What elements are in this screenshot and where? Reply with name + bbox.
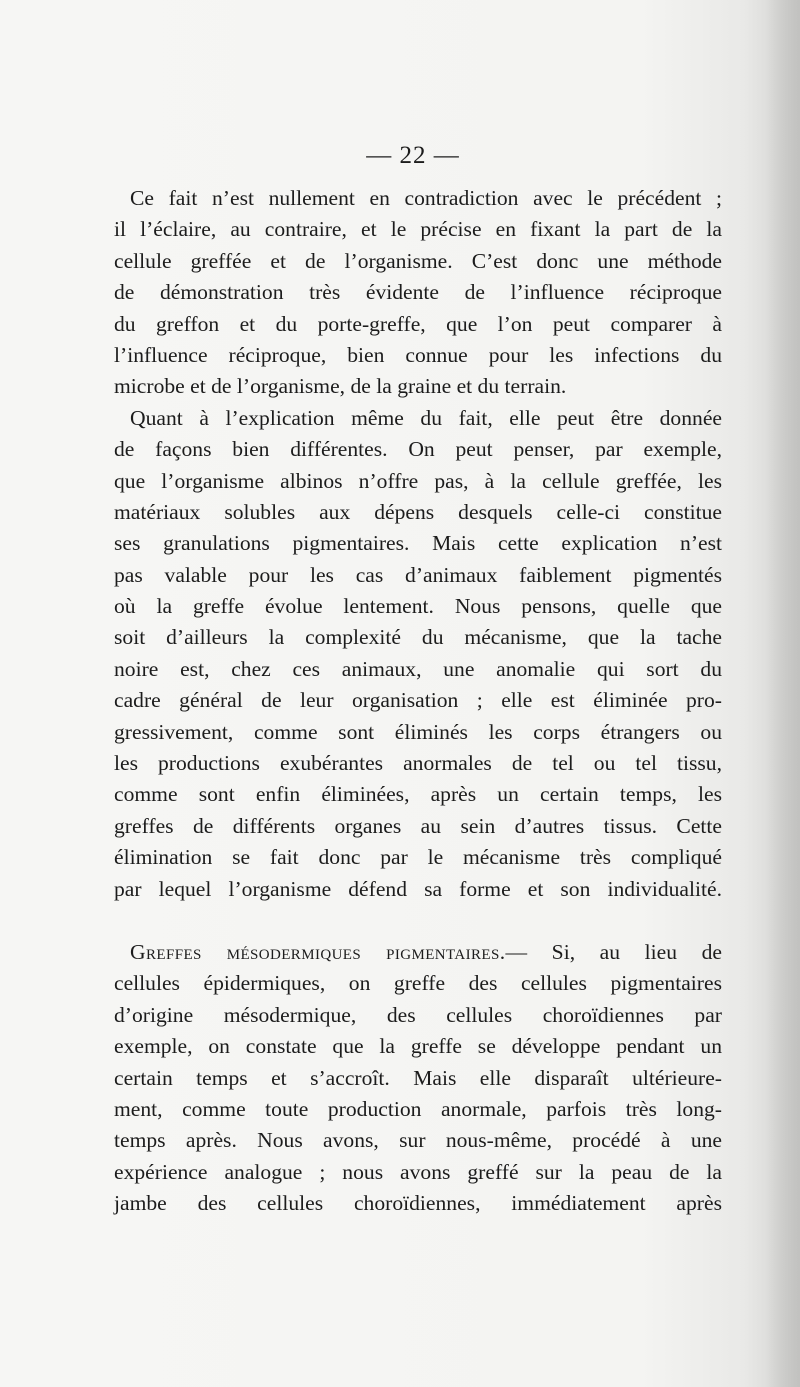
text-line: cellule greffée et de l’organisme. C’est donc une méthode (114, 248, 722, 273)
section-heading-line (114, 937, 722, 968)
text-line: cellules épidermiques, on greffe des cellules pigmentaires (114, 971, 722, 996)
text-line: greffes de différents organes au sein d’autres tissus. Cette (114, 813, 722, 838)
body-text-upper (114, 183, 722, 905)
text-line: où la greffe évolue lentement. Nous pensons, quelle que (114, 594, 722, 619)
text-line: il l’éclaire, au contraire, et le précise en fixant la part de la (114, 217, 722, 242)
text-line: cadre général de leur organisation ; elle est éliminée pro- (114, 688, 722, 713)
paragraph-1 (114, 183, 722, 403)
text-line: Quant à l’explication même du fait, elle peut être donnée (130, 405, 722, 430)
paragraph-2 (114, 403, 722, 905)
text-line: matériaux solubles aux dépens desquels celle-ci constitue (114, 499, 722, 524)
text-line: d’origine mésodermique, des cellules choroïdiennes par (114, 1002, 722, 1027)
text-line: ses granulations pigmentaires. Mais cette explication n’est (114, 531, 722, 556)
text-line: jambe des cellules choroïdiennes, immédiatement après (114, 1191, 722, 1216)
text-line: gressivement, comme sont éliminés les corps étrangers ou (114, 719, 722, 744)
text-line: les productions exubérantes anormales de tel ou tel tissu, (114, 751, 722, 776)
text-line: l’influence réciproque, bien connue pour les infections du (114, 342, 722, 367)
section-heading: Greffes mésodermiques pigmentaires. (130, 940, 506, 964)
page-edge-shadow (766, 0, 800, 1387)
text-line: du greffon et du porte-greffe, que l’on peut comparer à (114, 311, 722, 336)
text-line: comme sont enfin éliminées, après un certain temps, les (114, 782, 722, 807)
text-line: de façons bien différentes. On peut penser, par exemple, (114, 437, 722, 462)
body-text-lower (114, 937, 722, 1220)
text-line: élimination se fait donc par le mécanisme très compliqué (114, 845, 722, 870)
text-line: expérience analogue ; nous avons greffé sur la peau de la (114, 1159, 722, 1184)
text-line: ment, comme toute production anormale, parfois très long- (114, 1096, 722, 1121)
page-number: — 22 — (366, 142, 460, 169)
text-line: certain temps et s’accroît. Mais elle disparaît ultérieure- (114, 1065, 722, 1090)
text-line: temps après. Nous avons, sur nous-même, procédé à une (114, 1128, 722, 1153)
paragraph-3 (114, 937, 722, 1220)
text-line: pas valable pour les cas d’animaux faiblement pigmentés (114, 562, 722, 587)
text-line: que l’organisme albinos n’offre pas, à la cellule greffée, les (114, 468, 722, 493)
text-line: par lequel l’organisme défend sa forme et son individualité. (114, 876, 722, 901)
text-line: soit d’ailleurs la complexité du mécanisme, que la tache (114, 625, 722, 650)
text-line: de démonstration très évidente de l’influence réciproque (114, 280, 722, 305)
text-line: noire est, chez ces animaux, une anomalie qui sort du (114, 656, 722, 681)
text-line: microbe et de l’organisme, de la graine et du terrain. (114, 374, 567, 399)
heading-continuation: — Si, au lieu de (505, 940, 722, 964)
text-line: Ce fait n’est nullement en contradiction avec le précédent ; (130, 186, 722, 210)
text-line: exemple, on constate que la greffe se développe pendant un (114, 1034, 722, 1059)
